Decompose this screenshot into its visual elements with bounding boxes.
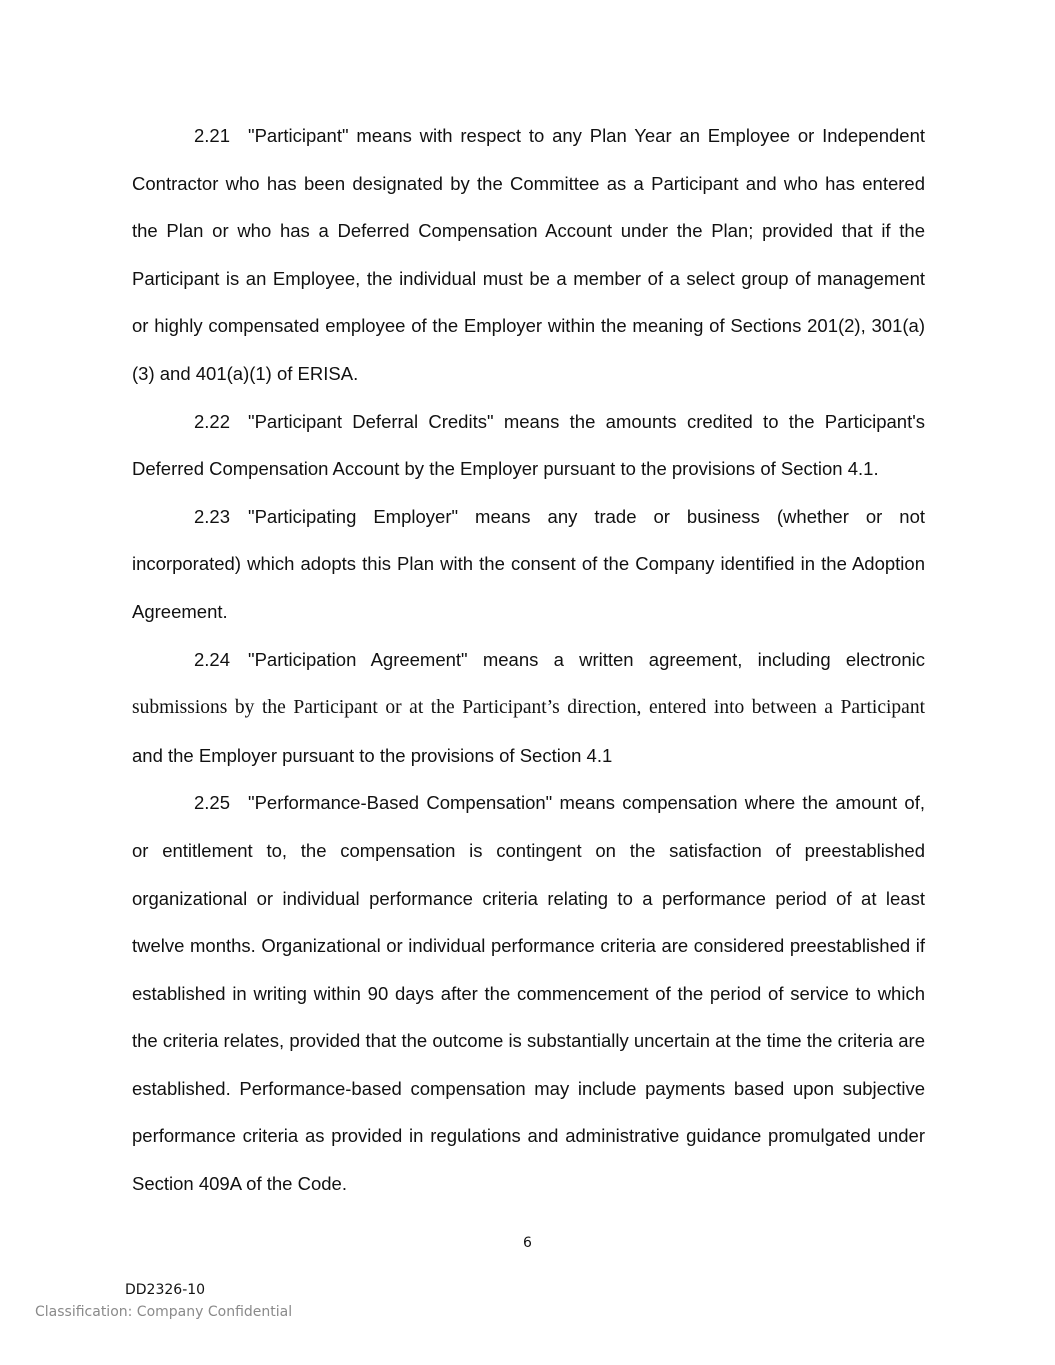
page-number: 6 (523, 1235, 532, 1251)
section-text: "Performance-Based Compensation" means compensation where the amount of, or entitlement to, the compensation is contingent on the satisfaction of preestablished organizational or individual performance criteria relating to a performance period of at least twelve months. Organizational or individual performance criteria are considered preestablished if established in writing within 90 days after the commencement of the period of service to which the criteria relates, provided that the outcome is substantially uncertain at the time the criteria are established. Performance-based compensation may include payments based upon subjective performance criteria as provided in regulations and administrative guidance promulgated under Section 409A of the Code. (132, 792, 925, 1195)
section-2-25 (132, 779, 925, 1207)
section-text: "Participant Deferral Credits" means the amounts credited to the Participant's Deferred Compensation Account by the Employer pursuant to the provisions of Section 4.1. (132, 410, 925, 480)
section-text: and the Employer pursuant to the provisions of Section 4.1 (132, 744, 613, 766)
document-body (132, 112, 925, 1208)
section-2-22 (132, 398, 925, 493)
document-code: DD2326-10 (125, 1282, 206, 1298)
section-text: "Participating Employer" means any trade or business (whether or not incorporated) which adopts this Plan with the consent of the Company identified in the Adoption Agreement. (132, 505, 925, 622)
section-text: "Participant" means with respect to any Plan Year an Employee or Independent Contractor who has been designated by the Committee as a Participant and who has entered the Plan or who has a Deferred Compensation Account under the Plan; provided that if the Participant is an Employee, the individual must be a member of a select group of management or highly compensated employee of the Employer within the meaning of Sections 201(2), 301(a)(3) and 401(a)(1) of ERISA. (132, 125, 925, 384)
section-2-21 (132, 112, 925, 398)
section-number: 2.23 (194, 505, 231, 527)
section-text-serif: submissions by the Participant or at the Participant’s direction, entered into between a Participant (132, 697, 925, 719)
section-number: 2.22 (194, 410, 231, 432)
classification-label: Classification: Company Confidential (35, 1304, 293, 1320)
section-2-23 (132, 493, 925, 636)
section-number: 2.21 (194, 125, 231, 146)
section-number: 2.24 (194, 648, 231, 670)
section-text: "Participation Agreement" means a written agreement, including electronic (248, 648, 925, 670)
section-number: 2.25 (194, 792, 231, 814)
section-2-24 (132, 636, 925, 780)
